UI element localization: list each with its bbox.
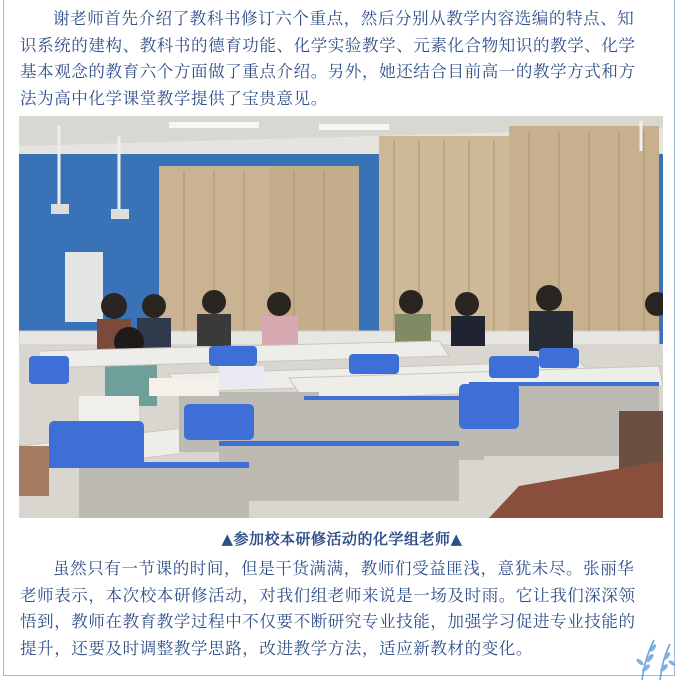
photo-caption: ▲参加校本研修活动的化学组老师▲ [0,528,684,549]
article-paragraph-conclusion: 虽然只有一节课的时间，但是干货满满，教师们受益匪浅，意犹未尽。张丽华老师表示，本次校本研修活动，对我们组老师来说是一场及时雨。它让我们深深领悟到，教师在教育教学过程中不仅要不断研究专业技能，加强学习促进专业技能的提升，还要及时调整教学思路，改进教学方法，适应新教材的变化。 [20,556,650,662]
article-paragraph-intro: 谢老师首先介绍了教科书修订六个重点，然后分别从教学内容选编的特点、知识系统的建构、教科书的德育功能、化学实验教学、元素化合物知识的教学、化学基本观念的教育六个方面做了重点介绍。另外，她还结合目前高一的教学方式和方法为高中化学课堂教学提供了宝贵意见。 [20,6,650,112]
leaf-sprig-icon [624,630,682,682]
classroom-photo [19,116,663,518]
